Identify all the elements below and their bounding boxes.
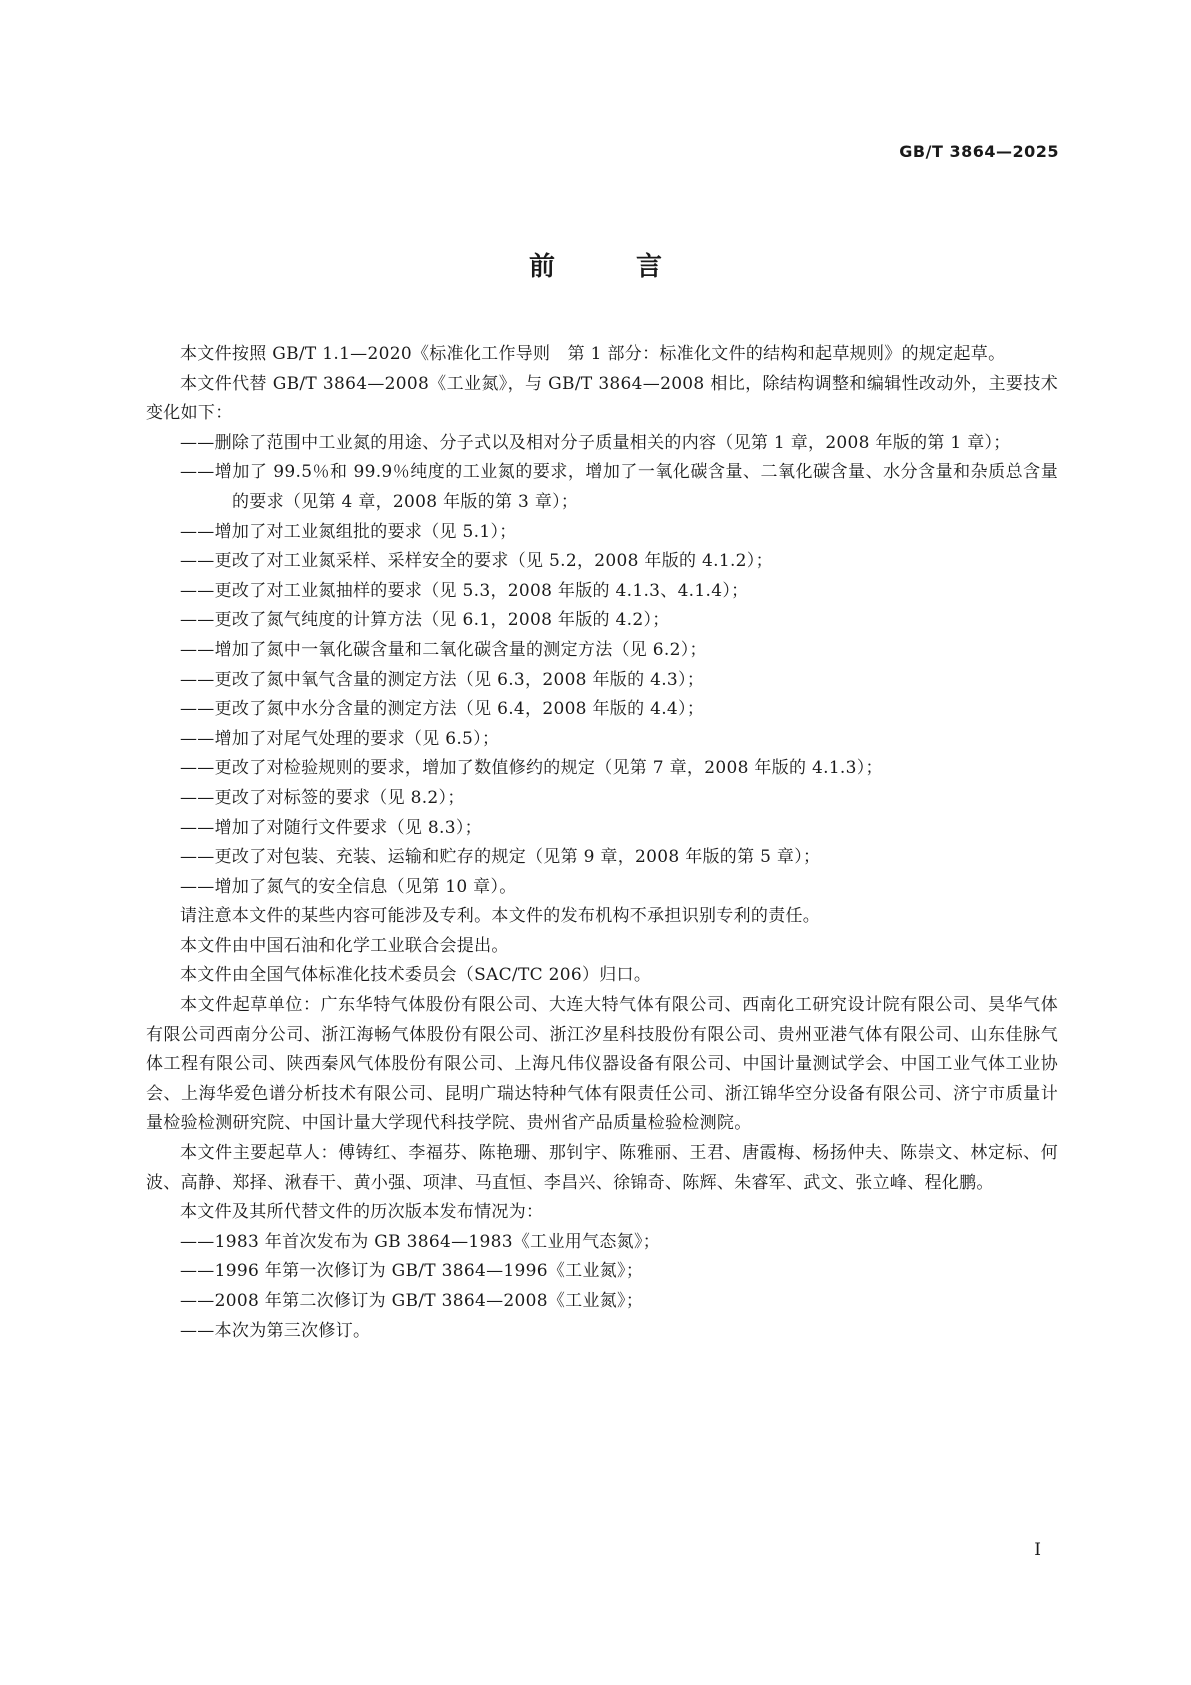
paragraph: 本文件按照 GB/T 1.1—2020《标准化工作导则 第 1 部分：标准化文件的结构和起草规则》的规定起草。 <box>180 344 1006 364</box>
change-item: ——更改了氮中水分含量的测定方法（见 6.4，2008 年版的 4.4）； <box>180 699 705 720</box>
change-item: ——增加了 99.5％和 99.9％纯度的工业氮的要求，增加了一氧化碳含量、二氧化碳含量、水分含量和杂质总含量的要求（见第 4 章，2008 年版的第 3 章）； <box>180 462 1058 512</box>
change-item: ——更改了对工业氮抽样的要求（见 5.3，2008 年版的 4.1.3、4.1.4）； <box>180 580 749 601</box>
page-title: 前 言 <box>528 252 699 282</box>
standard-number: GB/T 3864—2025 <box>899 142 1059 161</box>
change-item: ——增加了对尾气处理的要求（见 6.5）； <box>180 728 500 749</box>
history-item: ——2008 年第二次修订为 GB/T 3864—2008《工业氮》； <box>180 1291 644 1311</box>
paragraph: 本文件及其所代替文件的历次版本发布情况为： <box>180 1202 544 1223</box>
change-item: ——删除了范围中工业氮的用途、分子式以及相对分子质量相关的内容（见第 1 章，2008 年版的第 1 章）； <box>180 432 1011 453</box>
change-item: ——更改了对标签的要求（见 8.2）； <box>180 787 465 808</box>
change-item: ——更改了对包装、充装、运输和贮存的规定（见第 9 章，2008 年版的第 5 章）； <box>180 847 821 868</box>
page-number: I <box>1034 1540 1041 1560</box>
change-item: ——增加了对随行文件要求（见 8.3）； <box>180 817 482 838</box>
foreword-body <box>146 340 1058 1346</box>
change-item: ——更改了对检验规则的要求，增加了数值修约的规定（见第 7 章，2008 年版的 4.1.3）； <box>180 758 883 779</box>
drafters-paragraph: 本文件主要起草人：傅铸红、李福芬、陈艳珊、那钊宇、陈雅丽、王君、唐霞梅、杨扬仲夫、陈崇文、林定标、何波、高静、郑择、湫春干、黄小强、项津、马直恒、李昌兴、徐锦奇、陈辉、朱睿军、武文、张立峰、程化鹏。 <box>146 1143 1058 1193</box>
paragraph: 本文件代替 GB/T 3864—2008《工业氮》，与 GB/T 3864—2008 相比，除结构调整和编辑性改动外，主要技术变化如下： <box>146 373 1058 424</box>
change-item: ——更改了对工业氮采样、采样安全的要求（见 5.2，2008 年版的 4.1.2）； <box>180 551 773 572</box>
change-item: ——更改了氮气纯度的计算方法（见 6.1，2008 年版的 4.2）； <box>180 610 670 631</box>
change-item: ——增加了氮气的安全信息（见第 10 章）。 <box>180 876 517 897</box>
change-item: ——更改了氮中氧气含量的测定方法（见 6.3，2008 年版的 4.3）； <box>180 669 705 690</box>
change-item: ——增加了对工业氮组批的要求（见 5.1）； <box>180 521 517 542</box>
drafting-units-paragraph: 本文件起草单位：广东华特气体股份有限公司、大连大特气体有限公司、西南化工研究设计院有限公司、昊华气体有限公司西南分公司、浙江海畅气体股份有限公司、浙江汐星科技股份有限公司、贵州亚港气体有限公司、山东佳脉气体工程有限公司、陕西秦风气体股份有限公司、上海凡伟仪器设备有限公司、中国计量测试学会、中国工业气体工业协会、上海华爱色谱分析技术有限公司、昆明广瑞达特种气体有限责任公司、浙江锦华空分设备有限公司、济宁市质量计量检验检测研究院、中国计量大学现代科技学院、贵州省产品质量检验检测院。 <box>146 995 1058 1134</box>
change-item: ——增加了氮中一氧化碳含量和二氧化碳含量的测定方法（见 6.2）； <box>180 639 707 660</box>
history-item: ——本次为第三次修订。 <box>180 1320 371 1341</box>
paragraph: 本文件由全国气体标准化技术委员会（SAC/TC 206）归口。 <box>180 965 652 986</box>
history-item: ——1996 年第一次修订为 GB/T 3864—1996《工业氮》； <box>180 1261 644 1282</box>
paragraph: 请注意本文件的某些内容可能涉及专利。本文件的发布机构不承担识别专利的责任。 <box>180 906 821 927</box>
history-item: ——1983 年首次发布为 GB 3864—1983《工业用气态氮》； <box>180 1231 661 1252</box>
paragraph: 本文件由中国石油和化学工业联合会提出。 <box>180 935 509 956</box>
